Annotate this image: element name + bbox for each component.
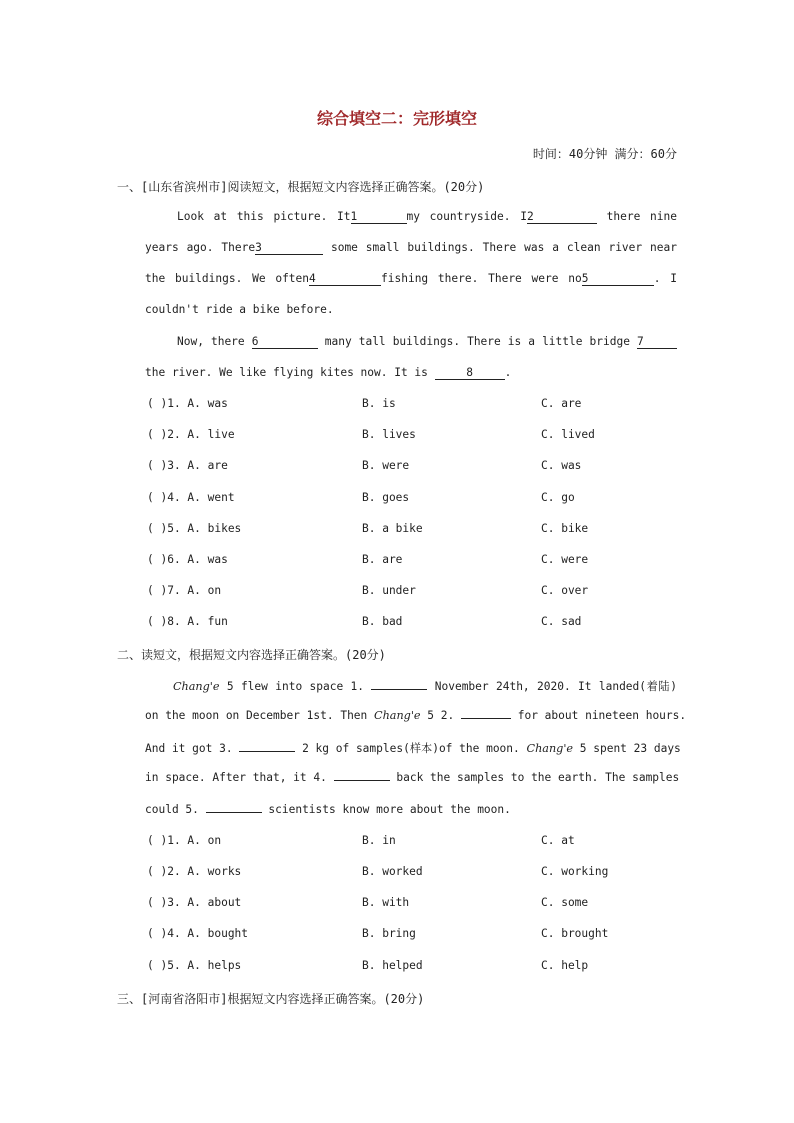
q1-6-option-c[interactable]: C. were bbox=[541, 553, 589, 566]
q2-3-option-c[interactable]: C. some bbox=[541, 896, 589, 909]
q1-8-num-option-a[interactable]: ( )8. A. fun bbox=[147, 615, 228, 628]
q1-6-num-option-a[interactable]: ( )6. A. was bbox=[147, 553, 228, 566]
blank-1[interactable]: 1 bbox=[351, 211, 407, 224]
q2-2-option-b[interactable]: B. worked bbox=[362, 865, 423, 878]
q1-3-num-option-a[interactable]: ( )3. A. are bbox=[147, 459, 228, 472]
q1-5-num-option-a[interactable]: ( )5. A. bikes bbox=[147, 522, 242, 535]
passage-2-line-1: Chang'e 5 flew into space 1. November 24th, 2020. It landed(着陆) bbox=[173, 680, 677, 693]
q1-7-option-c[interactable]: C. over bbox=[541, 584, 589, 597]
q1-1-option-c[interactable]: C. are bbox=[541, 397, 582, 410]
section-3-heading: 三、[河南省洛阳市]根据短文内容选择正确答案。(20分) bbox=[117, 992, 425, 1006]
q1-2-option-c[interactable]: C. lived bbox=[541, 428, 595, 441]
q2-1-num-option-a[interactable]: ( )1. A. on bbox=[147, 834, 222, 847]
q1-5-option-b[interactable]: B. a bike bbox=[362, 522, 423, 535]
q2-5-option-b[interactable]: B. helped bbox=[362, 959, 423, 972]
blank-6[interactable]: 6 bbox=[252, 336, 318, 349]
q2-1-option-c[interactable]: C. at bbox=[541, 834, 575, 847]
passage-2-blank-5[interactable] bbox=[206, 812, 262, 813]
passage-1-line-5: Now, there 6 many tall buildings. There is a little bridge 7 bbox=[145, 335, 677, 349]
q1-4-num-option-a[interactable]: ( )4. A. went bbox=[147, 491, 235, 504]
q1-6-option-b[interactable]: B. are bbox=[362, 553, 403, 566]
q1-4-option-b[interactable]: B. goes bbox=[362, 491, 410, 504]
q1-1-num-option-a[interactable]: ( )1. A. was bbox=[147, 397, 228, 410]
time-score-info: 时间：40分钟 满分：60分 bbox=[532, 147, 677, 161]
passage-2-line-3: And it got 3. 2 kg of samples(样本)of the moon. Chang'e 5 spent 23 days bbox=[145, 742, 681, 755]
q2-4-option-b[interactable]: B. bring bbox=[362, 927, 416, 940]
blank-8[interactable]: 8 bbox=[435, 367, 505, 380]
q2-2-option-c[interactable]: C. working bbox=[541, 865, 609, 878]
q2-4-option-c[interactable]: C. brought bbox=[541, 927, 609, 940]
q2-3-option-b[interactable]: B. with bbox=[362, 896, 410, 909]
q2-3-num-option-a[interactable]: ( )3. A. about bbox=[147, 896, 242, 909]
blank-4[interactable]: 4 bbox=[309, 273, 381, 286]
blank-5[interactable]: 5 bbox=[582, 273, 654, 286]
q1-8-option-b[interactable]: B. bad bbox=[362, 615, 403, 628]
passage-2-blank-1[interactable] bbox=[371, 689, 427, 690]
q1-4-option-c[interactable]: C. go bbox=[541, 491, 575, 504]
passage-1-line-2: years ago. There3 some small buildings. There was a clean river near bbox=[145, 241, 677, 254]
passage-1-line-6: the river. We like flying kites now. It is 8 . bbox=[145, 366, 512, 379]
q2-1-option-b[interactable]: B. in bbox=[362, 834, 396, 847]
q2-2-num-option-a[interactable]: ( )2. A. works bbox=[147, 865, 242, 878]
q1-3-option-b[interactable]: B. were bbox=[362, 459, 410, 472]
q1-8-option-c[interactable]: C. sad bbox=[541, 615, 582, 628]
passage-1-line-3: the buildings. We often4 fishing there. There were no5 . I bbox=[145, 272, 677, 285]
passage-2-blank-2[interactable] bbox=[461, 718, 511, 719]
q1-7-option-b[interactable]: B. under bbox=[362, 584, 416, 597]
passage-2-line-2: on the moon on December 1st. Then Chang'e 5 2. for about nineteen hours. bbox=[145, 709, 687, 722]
q1-5-option-c[interactable]: C. bike bbox=[541, 522, 589, 535]
passage-2-blank-4[interactable] bbox=[334, 780, 390, 781]
section-2-heading: 二、读短文，根据短文内容选择正确答案。(20分) bbox=[117, 648, 386, 662]
q1-2-num-option-a[interactable]: ( )2. A. live bbox=[147, 428, 235, 441]
q1-3-option-c[interactable]: C. was bbox=[541, 459, 582, 472]
passage-1-line-4: couldn't ride a bike before. bbox=[145, 303, 334, 316]
section-1-heading: 一、[山东省滨州市]阅读短文，根据短文内容选择正确答案。(20分) bbox=[117, 180, 485, 194]
page-title: 综合填空二：完形填空 bbox=[316, 109, 477, 128]
q2-5-option-c[interactable]: C. help bbox=[541, 959, 589, 972]
q1-1-option-b[interactable]: B. is bbox=[362, 397, 396, 410]
q2-4-num-option-a[interactable]: ( )4. A. bought bbox=[147, 927, 249, 940]
passage-2-line-5: could 5. scientists know more about the moon. bbox=[145, 803, 511, 816]
q1-2-option-b[interactable]: B. lives bbox=[362, 428, 416, 441]
blank-7[interactable]: 7 bbox=[637, 336, 677, 349]
q1-7-num-option-a[interactable]: ( )7. A. on bbox=[147, 584, 222, 597]
blank-2[interactable]: 2 bbox=[527, 211, 597, 224]
q2-5-num-option-a[interactable]: ( )5. A. helps bbox=[147, 959, 242, 972]
blank-3[interactable]: 3 bbox=[255, 242, 323, 255]
passage-1-line-1: Look at this picture. It1 my countryside. I2 there nine bbox=[177, 210, 677, 223]
passage-2-blank-3[interactable] bbox=[239, 751, 295, 752]
passage-2-line-4: in space. After that, it 4. back the samples to the earth. The samples bbox=[145, 771, 680, 784]
